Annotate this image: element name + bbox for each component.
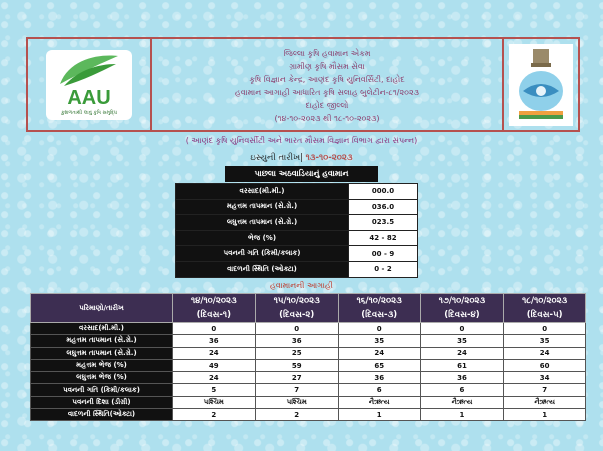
forecast-cell: 61 bbox=[420, 359, 504, 371]
forecast-row bbox=[31, 384, 586, 396]
forecast-cell: 27 bbox=[255, 372, 338, 384]
past-row bbox=[176, 184, 418, 200]
leaf-icon bbox=[56, 52, 122, 88]
forecast-cell: નૈઋત્ય bbox=[338, 396, 420, 408]
forecast-cell: 35 bbox=[504, 335, 586, 347]
forecast-table bbox=[30, 293, 586, 421]
past-row bbox=[176, 230, 418, 246]
header-line: (૧૪-૧૦-૨૦૨૩ થી ૧૮-૧૦-૨૦૨૩) bbox=[274, 113, 380, 123]
day-header: ૧૮/૧૦/૨૦૨૩ (દિવસ-૫) bbox=[504, 294, 586, 323]
forecast-cell: 36 bbox=[173, 335, 256, 347]
forecast-cell: 0 bbox=[255, 323, 338, 335]
issue-date: ઇસ્યુની તારીખ| ૧૩-૧૦-૨૦૨૩ bbox=[250, 153, 353, 163]
past-weather-title: પાછલા અઠવાડિયાનું હવામાન bbox=[225, 166, 378, 182]
past-row-label: વરસાદ(મી.મી.) bbox=[176, 184, 349, 200]
forecast-cell: 1 bbox=[338, 409, 420, 421]
forecast-cell: 34 bbox=[504, 372, 586, 384]
aau-logo-text: AAU bbox=[67, 86, 111, 109]
forecast-cell: 0 bbox=[504, 323, 586, 335]
forecast-row bbox=[31, 396, 586, 408]
forecast-cell: 7 bbox=[255, 384, 338, 396]
forecast-cell: નૈઋત્ય bbox=[420, 396, 504, 408]
header-line: જિલ્લા કૃષિ હવામાન એકમ bbox=[283, 48, 371, 58]
forecast-cell: 5 bbox=[173, 384, 256, 396]
forecast-header-row bbox=[31, 294, 586, 323]
forecast-cell: 2 bbox=[255, 409, 338, 421]
forecast-cell: 1 bbox=[504, 409, 586, 421]
aau-logo-tagline: કુશળતાથી લાવું કૃષિ સમૃદ્ધિ bbox=[61, 109, 117, 116]
past-row-label: વાદળની સ્થિતિ (ઓક્ટા) bbox=[176, 261, 349, 277]
past-row-label: લઘુત્તમ તાપમાન (સે.ગ્રે.) bbox=[176, 215, 349, 231]
past-row-label: પવનની ગતિ (કિમી/કલાક) bbox=[176, 246, 349, 262]
past-row bbox=[176, 246, 418, 262]
forecast-cell: 65 bbox=[338, 359, 420, 371]
forecast-row bbox=[31, 359, 586, 371]
forecast-cell: 24 bbox=[338, 347, 420, 359]
forecast-cell: 36 bbox=[420, 372, 504, 384]
day-header: ૧૪/૧૦/૨૦૨૩ (દિવસ-૧) bbox=[173, 294, 256, 323]
past-row-value: 00 - 9 bbox=[349, 246, 418, 262]
forecast-cell: 7 bbox=[504, 384, 586, 396]
forecast-row-label: વરસાદ(મી.મી.) bbox=[31, 323, 173, 335]
past-row-value: 42 - 82 bbox=[349, 230, 418, 246]
day-header: ૧૫/૧૦/૨૦૨૩ (દિવસ-૨) bbox=[255, 294, 338, 323]
header-line: ગ્રામીણ કૃષિ મૌસમ સેવા bbox=[289, 61, 365, 71]
forecast-row bbox=[31, 335, 586, 347]
aau-logo bbox=[46, 50, 132, 120]
forecast-cell: 24 bbox=[504, 347, 586, 359]
issue-date-value: ૧૩-૧૦-૨૦૨૩ bbox=[305, 153, 353, 163]
forecast-row bbox=[31, 372, 586, 384]
forecast-cell: પશ્ચિમ bbox=[173, 396, 256, 408]
forecast-cell: 35 bbox=[420, 335, 504, 347]
param-header: પરિમાણો/તારીખ bbox=[31, 294, 173, 323]
forecast-row bbox=[31, 409, 586, 421]
day-header: ૧૭/૧૦/૨૦૨૩ (દિવસ-૪) bbox=[420, 294, 504, 323]
forecast-cell: 36 bbox=[338, 372, 420, 384]
past-row bbox=[176, 215, 418, 231]
imd-logo-panel bbox=[502, 39, 578, 130]
forecast-cell: 1 bbox=[420, 409, 504, 421]
forecast-row bbox=[31, 347, 586, 359]
forecast-row-label: પવનની ગતિ (કિમી/કલાક) bbox=[31, 384, 173, 396]
forecast-row-label: વાદળની સ્થિતિ(ઓક્ટા) bbox=[31, 409, 173, 421]
past-row-value: 000.0 bbox=[349, 184, 418, 200]
forecast-cell: નૈઋત્ય bbox=[504, 396, 586, 408]
forecast-cell: 0 bbox=[173, 323, 256, 335]
subtitle: ( આણંદ કૃષિ યુનિવર્સીટી અને ભારત મૌસમ વિજ્ઞાન વિભાગ દ્વારા સંપન્ન) bbox=[185, 136, 418, 145]
forecast-cell: 0 bbox=[338, 323, 420, 335]
forecast-cell: 59 bbox=[255, 359, 338, 371]
past-row bbox=[176, 199, 418, 215]
forecast-cell: 24 bbox=[420, 347, 504, 359]
forecast-row-label: મહત્તમ ભેજ (%) bbox=[31, 359, 173, 371]
header-line: દાહોદ જીલ્લો bbox=[305, 100, 349, 110]
past-row-label: ભેજ (%) bbox=[176, 230, 349, 246]
forecast-cell: 6 bbox=[338, 384, 420, 396]
forecast-cell: 0 bbox=[420, 323, 504, 335]
header-titles bbox=[152, 39, 502, 130]
imd-emblem-icon bbox=[509, 44, 573, 126]
forecast-row-label: લઘુત્તમ તાપમાન (સે.ગ્રે.) bbox=[31, 347, 173, 359]
forecast-cell: 24 bbox=[173, 372, 256, 384]
forecast-cell: 36 bbox=[255, 335, 338, 347]
past-row-value: 0 - 2 bbox=[349, 261, 418, 277]
forecast-row-label: પવનની દિશા (ડીગ્રી) bbox=[31, 396, 173, 408]
forecast-cell: 2 bbox=[173, 409, 256, 421]
past-row-value: 036.0 bbox=[349, 199, 418, 215]
past-row-label: મહત્તમ તાપમાન (સે.ગ્રે.) bbox=[176, 199, 349, 215]
header-banner bbox=[26, 37, 580, 132]
forecast-row-label: લઘુત્તમ ભેજ (%) bbox=[31, 372, 173, 384]
forecast-cell: 25 bbox=[255, 347, 338, 359]
header-line: હવામાન આગાહી આધારિત કૃષિ સલાહ બુલેટીન-૮૧/૨૦૨૩ bbox=[235, 87, 419, 97]
past-weather-table bbox=[175, 183, 418, 278]
header-line: કૃષિ વિજ્ઞાન કેન્દ્ર, આણંદ કૃષિ યુનિવર્સિટી, દાહોદ bbox=[249, 74, 405, 84]
forecast-title: હવામાનની આગાહી bbox=[270, 281, 333, 290]
forecast-row bbox=[31, 323, 586, 335]
past-row-value: 023.5 bbox=[349, 215, 418, 231]
forecast-cell: 35 bbox=[338, 335, 420, 347]
day-header: ૧૬/૧૦/૨૦૨૩ (દિવસ-૩) bbox=[338, 294, 420, 323]
forecast-cell: 49 bbox=[173, 359, 256, 371]
forecast-cell: પશ્ચિમ bbox=[255, 396, 338, 408]
forecast-cell: 60 bbox=[504, 359, 586, 371]
forecast-cell: 24 bbox=[173, 347, 256, 359]
aau-logo-panel bbox=[28, 39, 152, 130]
forecast-cell: 6 bbox=[420, 384, 504, 396]
forecast-row-label: મહત્તમ તાપમાન (સે.ગ્રે.) bbox=[31, 335, 173, 347]
issue-date-label: ઇસ્યુની તારીખ bbox=[250, 153, 301, 163]
past-row bbox=[176, 261, 418, 277]
